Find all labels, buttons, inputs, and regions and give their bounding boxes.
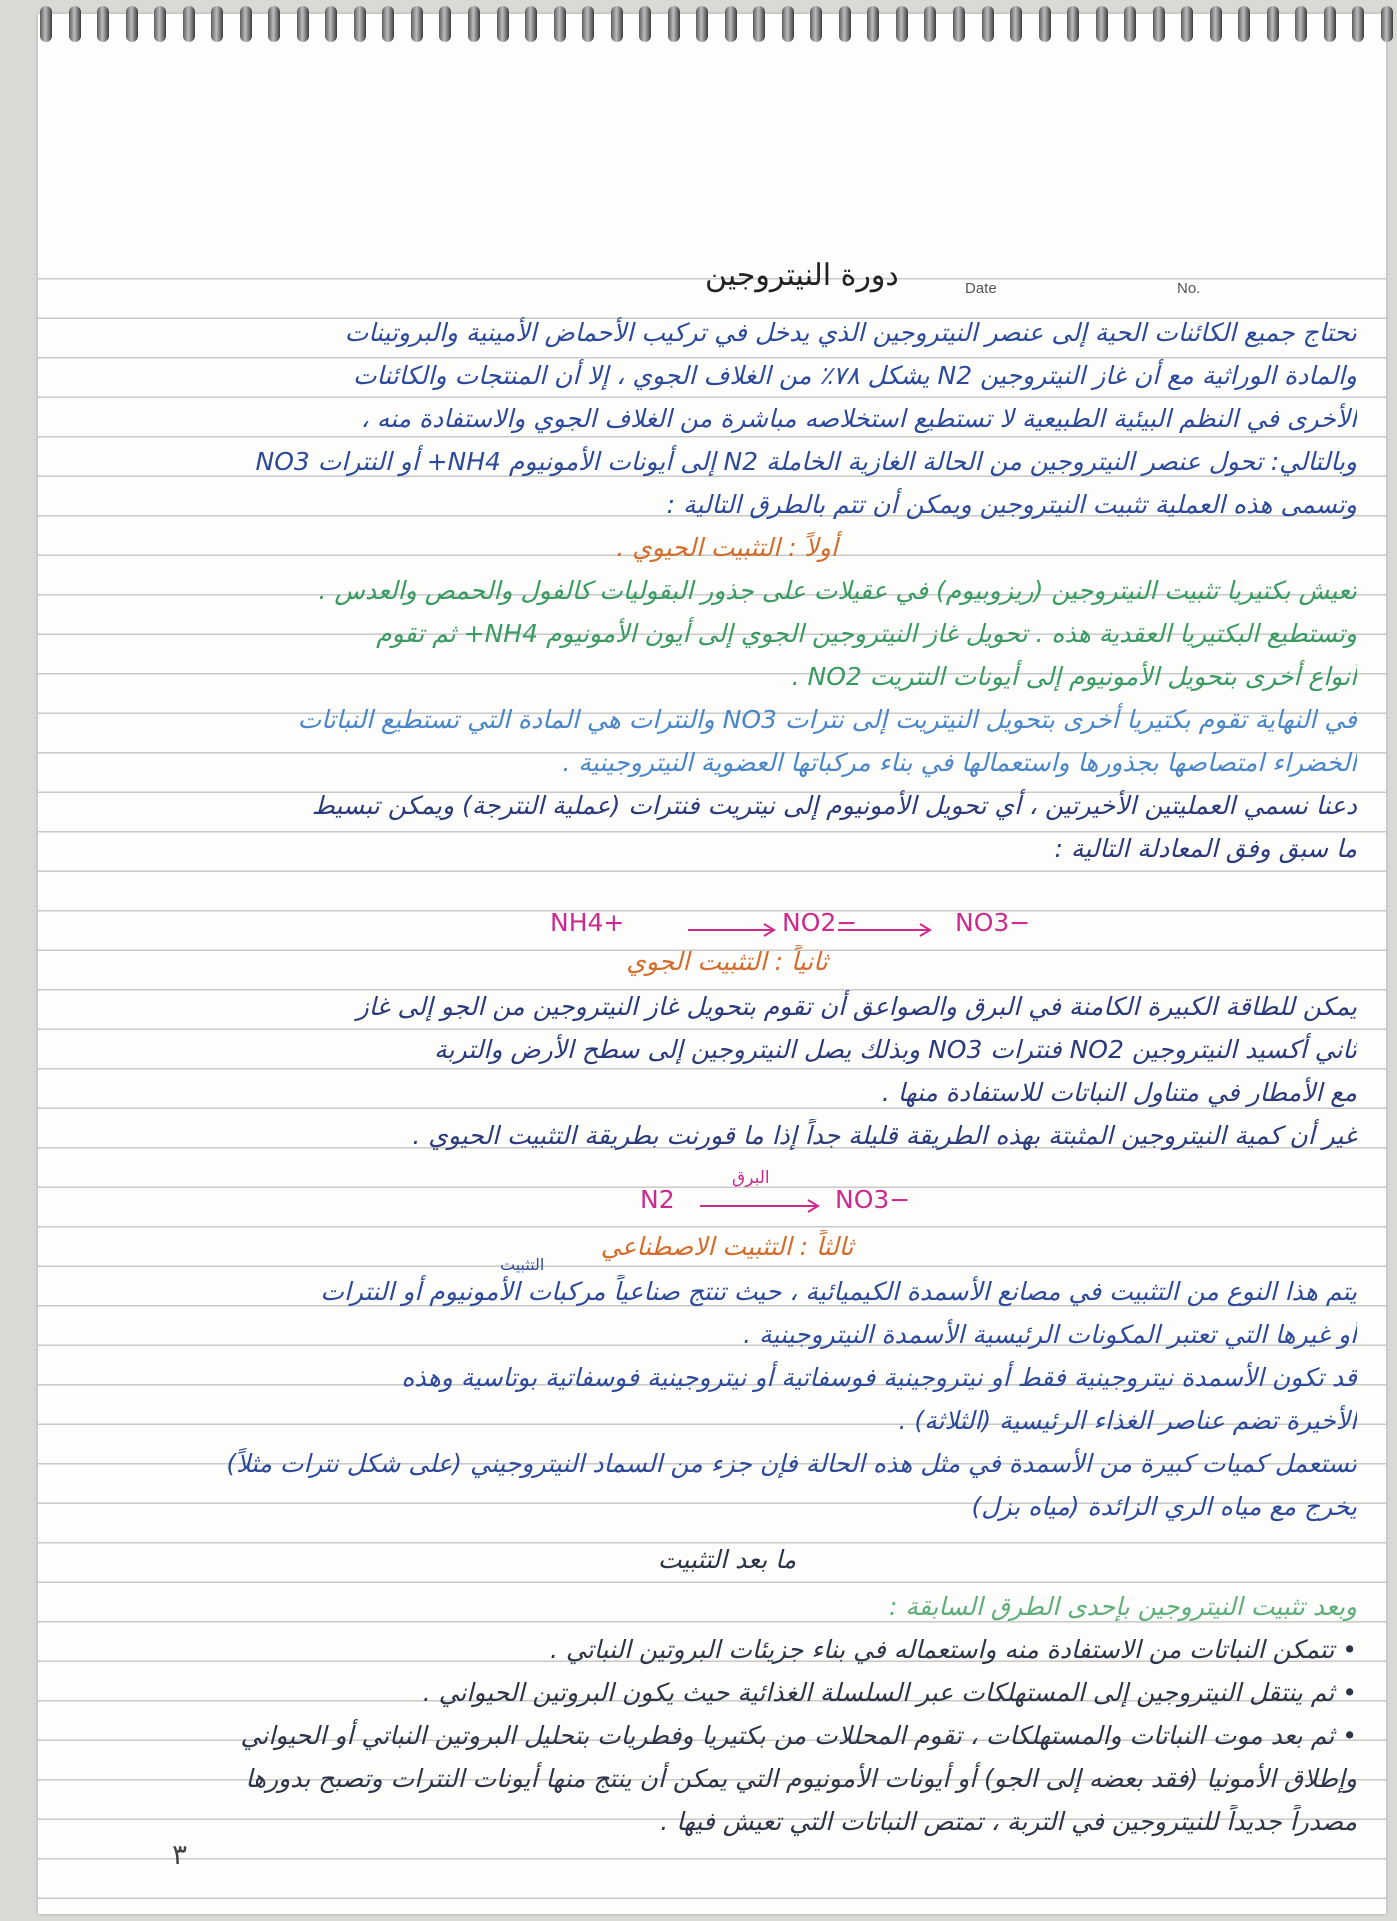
note-line: مع الأمطار في متناول النباتات للاستفادة منها . bbox=[881, 1078, 1357, 1107]
number-label: No. bbox=[1177, 280, 1201, 297]
note-line: الخضراء امتصاصها بجذورها واستعمالها في بناء مركباتها العضوية النيتروجينية . bbox=[562, 748, 1357, 777]
note-line: تحتاج جميع الكائنات الحية إلى عنصر النيتروجين الذي يدخل في تركيب الأحماض الأمينية والبروتينات bbox=[344, 318, 1357, 347]
bullet-line: • ثم بعد موت النباتات والمستهلكات ، تقوم المحللات من بكتيريا وفطريات بتحليل البروتين النباتي أو الحيواني bbox=[240, 1721, 1357, 1750]
note-line: والمادة الوراثية مع أن غاز النيتروجين N2 يشكل ٧٨٪ من الغلاف الجوي ، إلا أن المنتجات والكائنات bbox=[352, 361, 1357, 390]
date-label: Date bbox=[965, 280, 997, 297]
arrow-icon bbox=[838, 920, 958, 940]
note-line: وإطلاق الأمونيا (فقد بعضه إلى الجو) أو أيونات الأمونيوم التي يمكن أن ينتج منها أيونات النترات وتصبح بدورها bbox=[245, 1764, 1357, 1793]
note-line: أو غيرها التي تعتبر المكونات الرئيسية الأسمدة النيتروجينية . bbox=[743, 1320, 1357, 1349]
note-line: غير أن كمية النيتروجين المثبتة بهذه الطريقة قليلة جداً إذا ما قورنت بطريقة التثبيت الحيوي . bbox=[412, 1121, 1357, 1150]
note-line: مصدراً جديداً للنيتروجين في التربة ، تمتص النباتات التي تعيش فيها . bbox=[660, 1807, 1357, 1836]
note-line: الأخيرة تضم عناصر الغذاء الرئيسية (الثلاثة) . bbox=[898, 1406, 1357, 1435]
arrow-icon bbox=[700, 1196, 830, 1216]
equation-term: N2 bbox=[640, 1185, 675, 1214]
note-line: وبالتالي: تحول عنصر النيتروجين من الحالة الغازية الخاملة N2 إلى أيونات الأمونيوم NH4+ أو النترات NO3 bbox=[255, 447, 1357, 476]
note-line: وتستطيع البكتيريا العقدية هذه . تحويل غاز النيتروجين الجوي إلى أيون الأمونيوم NH4+ ثم تقوم bbox=[376, 619, 1357, 648]
arrow-label: البرق bbox=[732, 1168, 770, 1188]
note-line: الأخرى في النظم البيئية الطبيعية لا تستطيع استخلاصه مباشرة من الغلاف الجوي والاستفادة منه ، bbox=[360, 404, 1357, 433]
margin-annotation: التثبيت bbox=[500, 1255, 545, 1274]
note-line: وتسمى هذه العملية تثبيت النيتروجين ويمكن أن تتم بالطرق التالية : bbox=[666, 490, 1357, 519]
section-heading: ثالثاً : التثبيت الاصطناعي bbox=[600, 1232, 854, 1261]
note-line: في النهاية تقوم بكتيريا أخرى بتحويل النيتريت إلى نترات NO3 والنترات هي المادة التي تستطيع النباتات bbox=[297, 705, 1357, 734]
note-line: ما سبق وفق المعادلة التالية : bbox=[1054, 834, 1357, 863]
equation-term: NO3− bbox=[835, 1185, 911, 1214]
note-line: يمكن للطاقة الكبيرة الكامنة في البرق والصواعق أن تقوم بتحويل غاز النيتروجين من الجو إلى غاز bbox=[356, 992, 1357, 1021]
note-line: وبعد تثبيت النيتروجين بإحدى الطرق السابقة : bbox=[888, 1592, 1357, 1621]
equation-term: NO3− bbox=[955, 908, 1031, 937]
spiral-binding bbox=[0, 0, 1397, 50]
note-line: أنواع أخرى بتحويل الأمونيوم إلى أيونات النتريت NO2 . bbox=[791, 662, 1357, 691]
section-heading: أولاً : التثبيت الحيوي . bbox=[616, 533, 838, 562]
note-line: ثاني أكسيد النيتروجين NO2 فنترات NO3 وبذلك يصل النيتروجين إلى سطح الأرض والتربة bbox=[434, 1035, 1357, 1064]
page-title: دورة النيتروجين bbox=[705, 258, 899, 293]
note-line: تعيش بكتيريا تثبيت النيتروجين (ريزوبيوم) في عقيلات على جذور البقوليات كالفول والحمص والعدس . bbox=[318, 576, 1357, 605]
section-heading: ثانياً : التثبيت الجوي bbox=[626, 947, 828, 976]
bullet-line: • تتمكن النباتات من الاستفادة منه واستعماله في بناء جزيئات البروتين النباتي . bbox=[550, 1635, 1357, 1664]
note-line: يخرج مع مياه الري الزائدة (مياه بزل) bbox=[971, 1492, 1357, 1521]
equation-term: NH4+ bbox=[550, 908, 625, 937]
section-heading: ما بعد التثبيت bbox=[657, 1545, 797, 1574]
bullet-line: • ثم ينتقل النيتروجين إلى المستهلكات عبر السلسلة الغذائية حيث يكون البروتين الحيواني . bbox=[422, 1678, 1357, 1707]
note-line: قد تكون الأسمدة نيتروجينية فقط أو نيتروجينية فوسفاتية أو نيتروجينية فوسفاتية بوتاسية وهذه bbox=[401, 1363, 1357, 1392]
page-number: ٣ bbox=[172, 1838, 188, 1871]
note-line: تستعمل كميات كبيرة من الأسمدة في مثل هذه الحالة فإن جزء من السماد النيتروجيني (على شكل نترات مثلاً) bbox=[226, 1449, 1357, 1478]
equation-term: NO2− bbox=[782, 908, 858, 937]
note-line: دعنا نسمي العمليتين الأخيرتين ، أي تحويل الأمونيوم إلى نيتريت فنترات (عملية النترجة) ويمكن تبسيط bbox=[311, 791, 1357, 820]
note-line: يتم هذا النوع من التثبيت في مصانع الأسمدة الكيميائية ، حيث تنتج صناعياً مركبات الأمونيوم أو النترات bbox=[320, 1277, 1357, 1306]
